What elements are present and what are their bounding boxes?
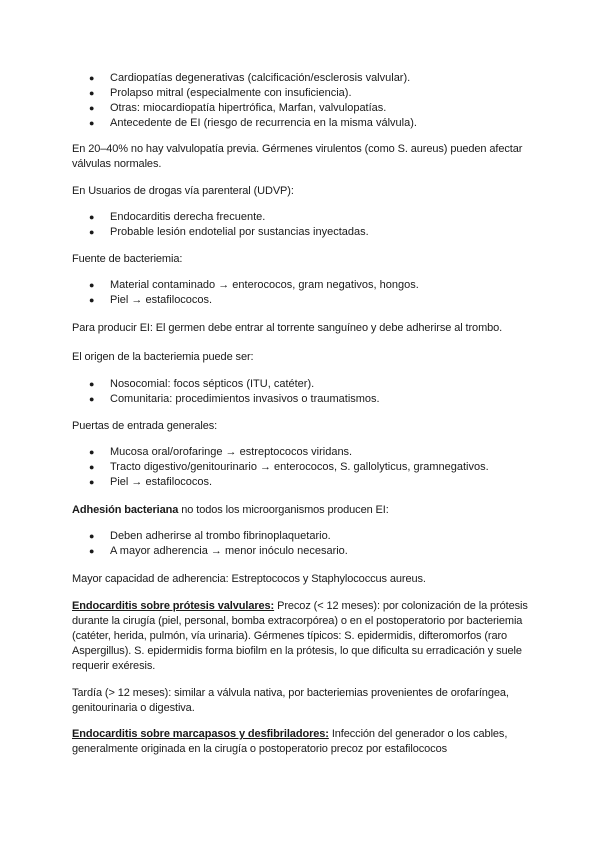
list-item <box>72 392 542 407</box>
bullet-icon: ● <box>89 118 95 128</box>
paragraph-to-produce-ei: Para producir EI: El germen debe entrar al torrente sanguíneo y debe adherirse al trombo. <box>72 322 503 334</box>
list-item <box>72 377 542 392</box>
list-item <box>72 116 542 131</box>
paragraph-entry-points: Puertas de entrada generales: <box>72 420 218 432</box>
bullet-icon: ● <box>89 531 95 541</box>
adhesion-list <box>72 529 542 559</box>
list-item-text: Otras: miocardiopatía hipertrófica, Marfan, valvulopatías. <box>110 102 387 114</box>
bullet-icon: ● <box>89 546 95 556</box>
list-item <box>72 460 542 475</box>
list-item-text: Comunitaria: procedimientos invasivos o traumatismos. <box>110 393 380 405</box>
bullet-icon: ● <box>89 73 95 83</box>
predisposing-conditions-list <box>72 71 542 131</box>
pacemaker-text: Infección del generador o los cables, generalmente originada en la cirugía o postoperatorio precoz por estafilococos <box>72 728 508 755</box>
bullet-icon: ● <box>89 280 95 290</box>
bullet-icon: ● <box>89 477 95 487</box>
list-item <box>72 101 542 116</box>
paragraph-bacterial-adhesion <box>72 503 542 518</box>
list-item-text: Cardiopatías degenerativas (calcificación/esclerosis valvular). <box>110 72 411 84</box>
list-item-text: Antecedente de EI (riesgo de recurrencia en la misma válvula). <box>110 117 417 129</box>
list-item <box>72 475 542 490</box>
list-item <box>72 86 542 101</box>
list-item-text: Material contaminado → enterococos, gram negativos, hongos. <box>110 279 419 291</box>
paragraph-greater-adherence: Mayor capacidad de adherencia: Estreptococos y Staphylococcus aureus. <box>72 573 426 585</box>
list-item <box>72 278 542 293</box>
list-item <box>72 293 542 308</box>
paragraph-udvp: En Usuarios de drogas vía parenteral (UDVP): <box>72 185 294 197</box>
list-item-text: Probable lesión endotelial por sustancias inyectadas. <box>110 226 369 238</box>
paragraph-bacteremia-origin: El origen de la bacteriemia puede ser: <box>72 351 254 363</box>
list-item <box>72 445 542 460</box>
udvp-list <box>72 210 542 240</box>
list-item-text: Nosocomial: focos sépticos (ITU, catéter). <box>110 378 315 390</box>
bullet-icon: ● <box>89 212 95 222</box>
pacemaker-heading: Endocarditis sobre marcapasos y desfibriladores: <box>72 728 329 740</box>
list-item-text: Piel → estafilococos. <box>110 476 213 488</box>
paragraph-prosthetic-valve-endocarditis <box>72 599 542 674</box>
entry-points-list <box>72 445 542 490</box>
bacterial-adhesion-heading: Adhesión bacteriana <box>72 504 179 516</box>
paragraph-pacemaker-endocarditis <box>72 727 542 757</box>
paragraph-late-onset: Tardía (> 12 meses): similar a válvula nativa, por bacteriemias provenientes de orofaríngea, genitourinaria o digestiva. <box>72 687 509 714</box>
bullet-icon: ● <box>89 227 95 237</box>
list-item-text: Deben adherirse al trombo fibrinoplaquetario. <box>110 530 331 542</box>
bullet-icon: ● <box>89 379 95 389</box>
paragraph-no-prior-valvulopathy: En 20–40% no hay valvulopatía previa. Gérmenes virulentos (como S. aureus) pueden afectar válvulas normales. <box>72 143 523 170</box>
list-item-text: Mucosa oral/orofaringe → estreptococos viridans. <box>110 446 353 458</box>
bullet-icon: ● <box>89 394 95 404</box>
bullet-icon: ● <box>89 447 95 457</box>
list-item-text: Tracto digestivo/genitourinario → enterococos, S. gallolyticus, gramnegativos. <box>110 461 489 473</box>
list-item-text: Endocarditis derecha frecuente. <box>110 211 266 223</box>
bullet-icon: ● <box>89 88 95 98</box>
list-item <box>72 210 542 225</box>
list-item <box>72 225 542 240</box>
bullet-icon: ● <box>89 295 95 305</box>
prosthetic-valve-text: Precoz (< 12 meses): por colonización de la prótesis durante la cirugía (piel, personal, bomba extracorpórea) o en el postoperatorio por bacteriemia (catéter, herida, pulmón, vía urinaria). Gérmenes típicos: S. epidermidis, difteromorfos (raro Aspergillus). S. epidermidis forma biofilm en la prótesis, lo que dificulta su erradicación y suele requerir exéresis. <box>72 600 528 672</box>
bacteremia-origin-list <box>72 377 542 407</box>
list-item <box>72 71 542 86</box>
bullet-icon: ● <box>89 103 95 113</box>
bacterial-adhesion-text: no todos los microorganismos producen EI: <box>178 504 389 516</box>
list-item-text: A mayor adherencia → menor inóculo necesario. <box>110 545 348 557</box>
list-item <box>72 544 542 559</box>
list-item-text: Piel → estafilococos. <box>110 294 213 306</box>
list-item-text: Prolapso mitral (especialmente con insuficiencia). <box>110 87 352 99</box>
list-item <box>72 529 542 544</box>
bacteremia-source-list <box>72 278 542 308</box>
bullet-icon: ● <box>89 462 95 472</box>
prosthetic-valve-heading: Endocarditis sobre prótesis valvulares: <box>72 600 275 612</box>
paragraph-bacteremia-source: Fuente de bacteriemia: <box>72 253 183 265</box>
